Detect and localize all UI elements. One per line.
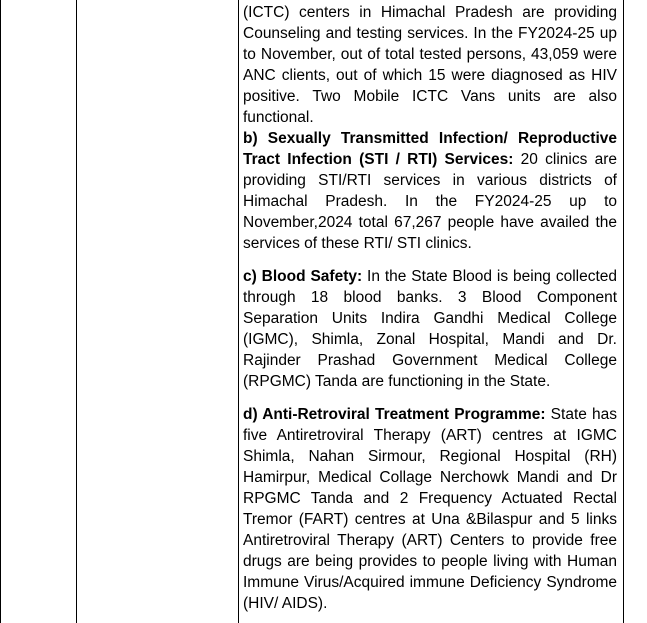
blood-safety-heading: c) Blood Safety: bbox=[243, 268, 363, 285]
sti-paragraph bbox=[243, 128, 617, 254]
blood-safety-body: In the State Blood is being collected through 18 blood banks. 3 Blood Component Separation Units Indira Gandhi Medical College (IGMC), Shimla, Zonal Hospital, Mandi and Dr. Rajinder Prashad Government Medical College (RPGMC) Tanda are functioning in the State. bbox=[243, 268, 617, 390]
table-border-col1 bbox=[76, 0, 77, 623]
table-border-left bbox=[0, 0, 1, 623]
sti-body: 20 clinics are providing STI/RTI services in various districts of Himachal Pradesh. In the FY2024-25 up to November,2024 total 67,267 people have availed the services of these RTI/ STI clinics. bbox=[243, 151, 617, 252]
blood-safety-paragraph bbox=[243, 266, 617, 392]
table-border-col2 bbox=[238, 0, 239, 623]
table-border-right bbox=[623, 0, 624, 623]
ictc-paragraph: (ICTC) centers in Himachal Pradesh are providing Counseling and testing services. In the FY2024-25 up to November, out of total tested persons, 43,059 were ANC clients, out of which 15 were diagnosed as HIV positive. Two Mobile ICTC Vans units are also functional. bbox=[243, 4, 617, 126]
art-paragraph bbox=[243, 404, 617, 614]
art-heading: d) Anti-Retroviral Treatment Programme: bbox=[243, 406, 546, 423]
sti-heading: b) Sexually Transmitted Infection/ Reproductive Tract Infection (STI / RTI) Services: bbox=[243, 130, 617, 168]
description-cell bbox=[243, 2, 617, 614]
art-body: State has five Antiretroviral Therapy (ART) centres at IGMC Shimla, Nahan Sirmour, Regional Hospital (RH) Hamirpur, Medical Collage Nerchowk Mandi and Dr RPGMC Tanda and 2 Frequency Actuated Rectal Tremor (FART) centres at Una &Bilaspur and 5 links Antiretroviral Therapy (ART) Centers to provide free drugs are being provides to people living with Human Immune Virus/Acquired immune Deficiency Syndrome (HIV/ AIDS). bbox=[243, 406, 618, 612]
